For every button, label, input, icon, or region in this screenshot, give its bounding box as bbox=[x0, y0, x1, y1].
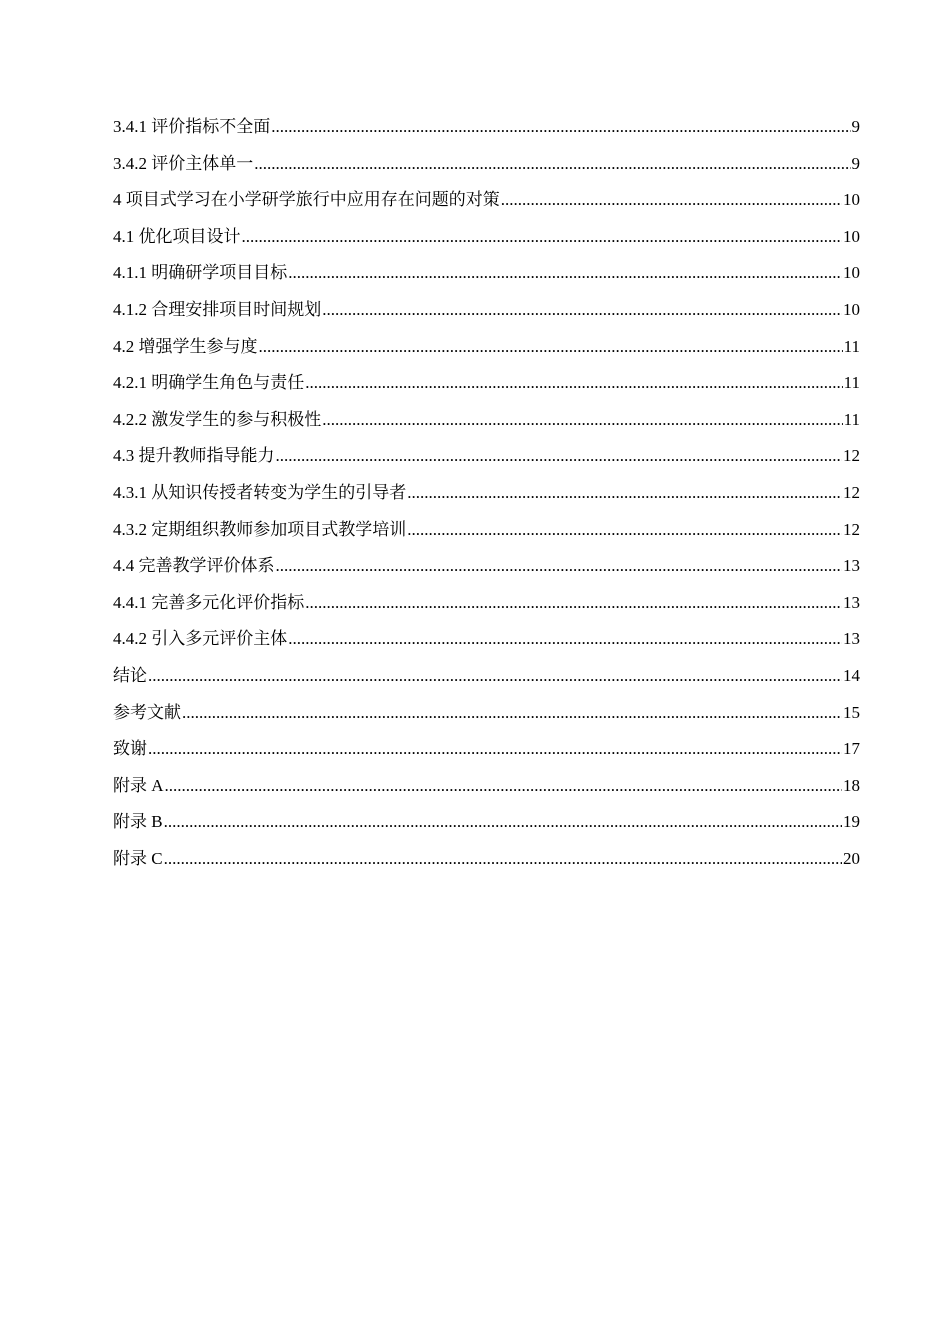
toc-dot-leader bbox=[407, 479, 842, 506]
toc-entry-page: 10 bbox=[843, 263, 860, 283]
toc-entry-title: 附录 C bbox=[113, 848, 163, 868]
toc-entry[interactable] bbox=[113, 589, 860, 626]
toc-entry-page: 13 bbox=[843, 556, 860, 576]
toc-dot-leader bbox=[288, 625, 842, 652]
toc-dot-leader bbox=[501, 186, 842, 213]
toc-entry-page: 12 bbox=[843, 519, 860, 539]
toc-entry-page: 9 bbox=[851, 153, 860, 173]
toc-entry[interactable] bbox=[113, 479, 860, 516]
toc-dot-leader bbox=[276, 442, 843, 469]
toc-entry-page: 12 bbox=[843, 482, 860, 502]
toc-entry[interactable] bbox=[113, 442, 860, 479]
toc-entry[interactable] bbox=[113, 223, 860, 260]
table-of-contents bbox=[113, 113, 860, 881]
toc-dot-leader bbox=[407, 516, 842, 543]
toc-dot-leader bbox=[305, 589, 842, 616]
toc-entry[interactable] bbox=[113, 406, 860, 443]
toc-entry-page: 14 bbox=[843, 665, 860, 685]
toc-dot-leader bbox=[164, 808, 842, 835]
toc-entry-title: 4.2.2 激发学生的参与积极性 bbox=[113, 409, 322, 429]
toc-entry[interactable] bbox=[113, 735, 860, 772]
toc-entry[interactable] bbox=[113, 772, 860, 809]
toc-entry-page: 11 bbox=[843, 409, 860, 429]
toc-entry-title: 4.2 增强学生参与度 bbox=[113, 336, 258, 356]
toc-dot-leader bbox=[182, 699, 842, 726]
toc-entry-page: 20 bbox=[843, 848, 860, 868]
toc-dot-leader bbox=[242, 223, 843, 250]
toc-entry-title: 4.3.2 定期组织教师参加项目式教学培训 bbox=[113, 519, 407, 539]
toc-dot-leader bbox=[259, 333, 843, 360]
toc-entry-page: 11 bbox=[843, 336, 860, 356]
toc-entry-page: 11 bbox=[843, 373, 860, 393]
toc-entry-title: 结论 bbox=[113, 665, 147, 685]
toc-dot-leader bbox=[276, 552, 843, 579]
toc-entry-title: 4.2.1 明确学生角色与责任 bbox=[113, 373, 305, 393]
toc-dot-leader bbox=[288, 259, 842, 286]
toc-entry[interactable] bbox=[113, 808, 860, 845]
toc-entry-title: 4.1 优化项目设计 bbox=[113, 226, 241, 246]
toc-entry[interactable] bbox=[113, 662, 860, 699]
toc-entry-title: 4.1.2 合理安排项目时间规划 bbox=[113, 299, 322, 319]
toc-entry-title: 3.4.2 评价主体单一 bbox=[113, 153, 254, 173]
toc-dot-leader bbox=[305, 369, 842, 396]
toc-entry-title: 4.3 提升教师指导能力 bbox=[113, 446, 275, 466]
toc-entry-title: 4 项目式学习在小学研学旅行中应用存在问题的对策 bbox=[113, 190, 500, 210]
toc-entry[interactable] bbox=[113, 369, 860, 406]
toc-entry-title: 4.4.1 完善多元化评价指标 bbox=[113, 592, 305, 612]
toc-entry[interactable] bbox=[113, 150, 860, 187]
toc-entry-page: 10 bbox=[843, 299, 860, 319]
toc-entry[interactable] bbox=[113, 259, 860, 296]
toc-entry-page: 17 bbox=[843, 739, 860, 759]
toc-entry-title: 致谢 bbox=[113, 739, 147, 759]
toc-entry[interactable] bbox=[113, 516, 860, 553]
toc-entry-page: 19 bbox=[843, 812, 860, 832]
toc-entry-page: 18 bbox=[843, 775, 860, 795]
toc-entry-page: 10 bbox=[843, 226, 860, 246]
toc-dot-leader bbox=[164, 845, 842, 872]
toc-entry-page: 13 bbox=[843, 629, 860, 649]
toc-entry[interactable] bbox=[113, 625, 860, 662]
toc-entry[interactable] bbox=[113, 845, 860, 882]
toc-entry-title: 4.1.1 明确研学项目目标 bbox=[113, 263, 288, 283]
toc-entry[interactable] bbox=[113, 552, 860, 589]
toc-dot-leader bbox=[271, 113, 850, 140]
toc-dot-leader bbox=[165, 772, 842, 799]
toc-entry-page: 13 bbox=[843, 592, 860, 612]
toc-dot-leader bbox=[148, 735, 842, 762]
toc-entry-page: 10 bbox=[843, 190, 860, 210]
toc-entry-title: 3.4.1 评价指标不全面 bbox=[113, 117, 271, 136]
toc-entry-title: 参考文献 bbox=[113, 702, 181, 722]
toc-entry-title: 附录 A bbox=[113, 775, 164, 795]
toc-entry-page: 15 bbox=[843, 702, 860, 722]
toc-entry[interactable] bbox=[113, 113, 860, 150]
toc-dot-leader bbox=[322, 406, 842, 433]
toc-entry[interactable] bbox=[113, 296, 860, 333]
toc-entry[interactable] bbox=[113, 699, 860, 736]
toc-dot-leader bbox=[322, 296, 842, 323]
toc-entry[interactable] bbox=[113, 186, 860, 223]
toc-entry-page: 12 bbox=[843, 446, 860, 466]
toc-dot-leader bbox=[254, 150, 850, 177]
toc-entry-page: 9 bbox=[851, 117, 860, 136]
toc-entry[interactable] bbox=[113, 333, 860, 370]
toc-entry-title: 4.3.1 从知识传授者转变为学生的引导者 bbox=[113, 482, 407, 502]
toc-dot-leader bbox=[148, 662, 842, 689]
toc-entry-title: 4.4.2 引入多元评价主体 bbox=[113, 629, 288, 649]
toc-entry-title: 附录 B bbox=[113, 812, 163, 832]
toc-entry-title: 4.4 完善教学评价体系 bbox=[113, 556, 275, 576]
